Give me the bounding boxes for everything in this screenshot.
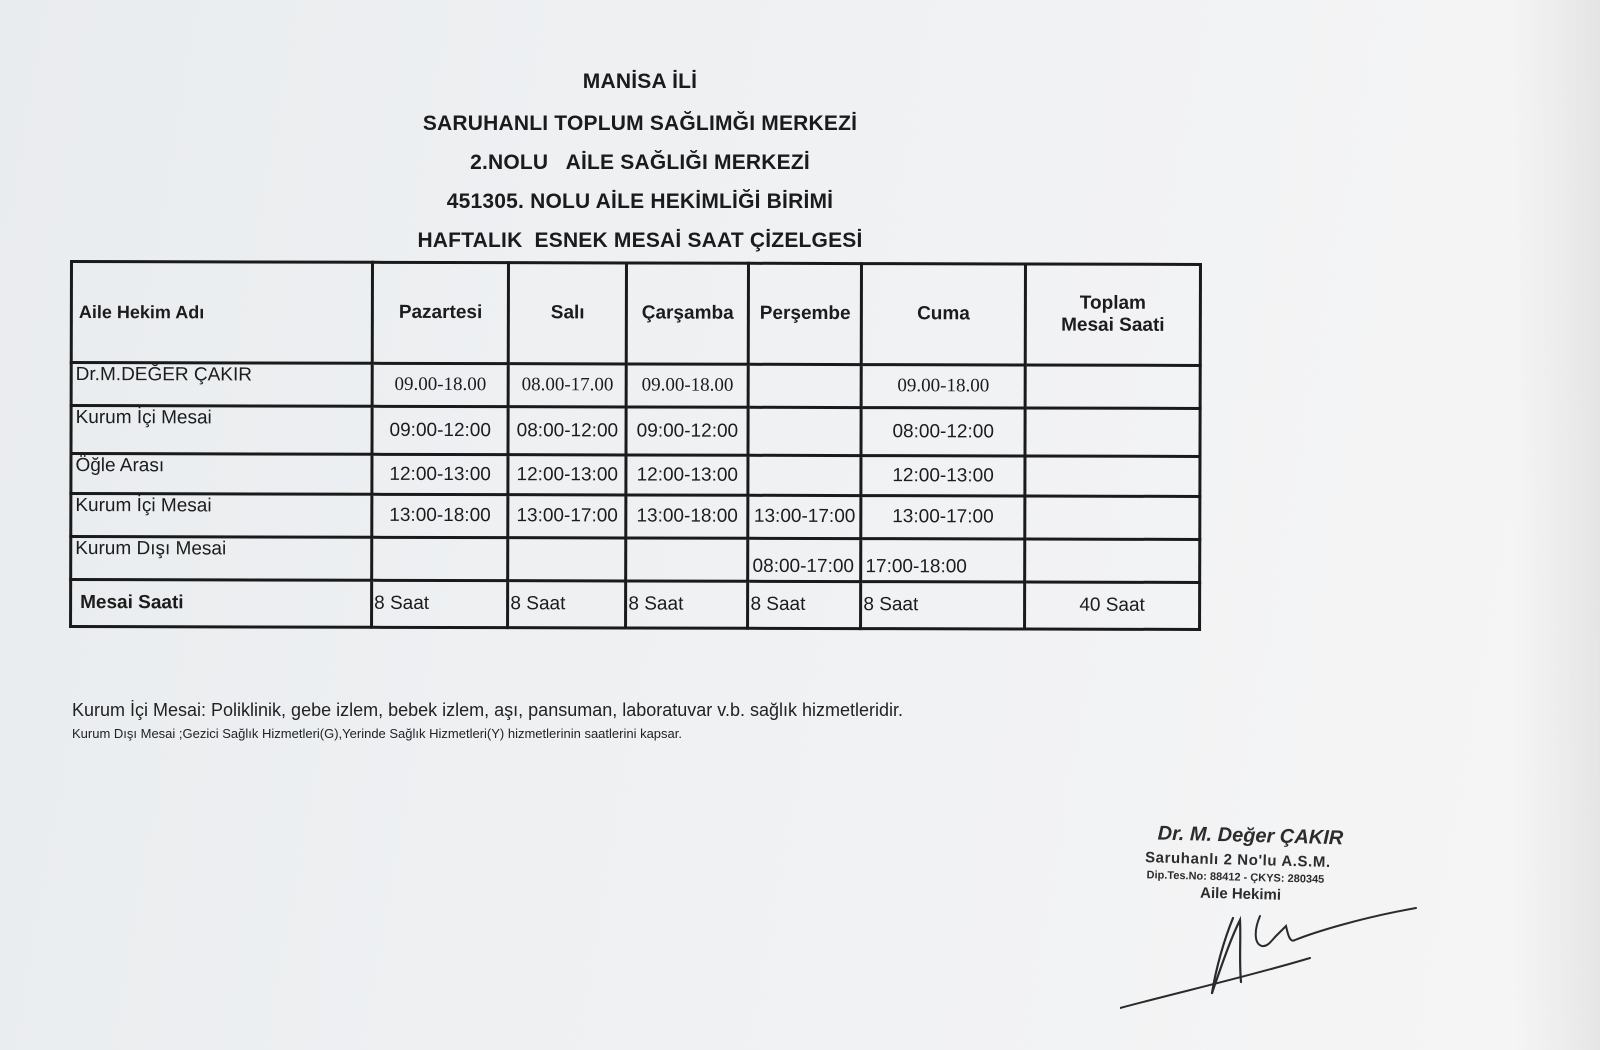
header-thursday: Perşembe (749, 263, 862, 364)
cell-monday: 09:00-12:00 (372, 406, 508, 454)
cell-wednesday: 13:00-18:00 (626, 495, 748, 538)
cell-total (1025, 365, 1200, 408)
cell-wednesday (626, 538, 748, 581)
cell-monday (372, 537, 508, 580)
table-row-work-hours (71, 580, 1200, 630)
table-row-internal-afternoon (71, 494, 1200, 540)
cell-friday: 09.00-18.00 (861, 365, 1025, 408)
table-header-row (71, 262, 1200, 366)
header-wednesday: Çarşamba (627, 263, 749, 364)
row-label: Kurum İçi Mesai (71, 494, 372, 538)
cell-wednesday: 09:00-12:00 (626, 407, 748, 455)
header-total-line2: Mesai Saati (1061, 314, 1165, 336)
header-tuesday: Salı (509, 263, 627, 364)
cell-tuesday: 12:00-13:00 (508, 455, 626, 495)
note-external-hours: Kurum Dışı Mesai ;Gezici Sağlık Hizmetleri(G),Yerinde Sağlık Hizmetleri(Y) hizmetlerinin saatlerini kapsar. (72, 726, 682, 741)
stamp-asm: Saruhanlı 2 No'lu A.S.M. (1144, 849, 1331, 872)
cell-total (1025, 456, 1200, 496)
table-row-internal-morning (71, 406, 1200, 457)
cell-thursday: 08:00-17:00 (748, 538, 861, 581)
cell-thursday: 13:00-17:00 (748, 495, 861, 538)
row-label: Öğle Arası (71, 454, 372, 495)
cell-thursday (748, 455, 861, 495)
stamp-title: Aile Hekimi (1199, 884, 1282, 904)
heading-center: SARUHANLI TOPLUM SAĞLIMĞI MERKEZİ (422, 112, 858, 135)
table-row-lunch-break (71, 454, 1200, 497)
cell-total (1025, 496, 1200, 539)
cell-tuesday: 08:00-12:00 (508, 407, 626, 455)
cell-total (1025, 539, 1200, 582)
cell-friday: 08:00-12:00 (861, 408, 1025, 456)
heading-unit: 451305. NOLU AİLE HEKİMLİĞİ BİRİMİ (446, 190, 834, 213)
row-label: Kurum İçi Mesai (71, 406, 372, 455)
cell-tuesday: 08.00-17.00 (508, 364, 626, 407)
cell-friday: 12:00-13:00 (861, 456, 1025, 496)
heading-asm: 2.NOLU AİLE SAĞLIĞI MERKEZİ (470, 151, 810, 174)
cell-wednesday: 12:00-13:00 (626, 455, 748, 495)
cell-thursday: 8 Saat (748, 581, 861, 628)
row-label: Mesai Saati (71, 580, 372, 628)
row-label: Kurum Dışı Mesai (71, 537, 372, 581)
header-friday: Cuma (861, 264, 1025, 365)
cell-thursday (748, 364, 861, 407)
document-title: HAFTALIK ESNEK MESAİ SAAT ÇİZELGESİ (417, 229, 863, 252)
paper-fold-shadow (1512, 0, 1600, 1050)
cell-thursday (748, 407, 861, 455)
cell-total: 40 Saat (1025, 582, 1200, 629)
cell-monday: 8 Saat (372, 580, 508, 627)
cell-total (1025, 408, 1200, 456)
stamp-name: Dr. M. Değer ÇAKIR (1157, 822, 1344, 850)
cell-monday: 12:00-13:00 (372, 454, 508, 494)
cell-monday: 13:00-18:00 (372, 494, 508, 537)
row-label: Dr.M.DEĞER ÇAKIR (71, 363, 372, 407)
handwritten-signature (1120, 880, 1460, 1020)
cell-wednesday: 09.00-18.00 (626, 364, 748, 407)
cell-tuesday: 13:00-17:00 (508, 495, 626, 538)
heading-province: MANİSA İLİ (582, 70, 698, 93)
stamp-registration: Dip.Tes.No: 88412 - ÇKYS: 280345 (1146, 869, 1325, 886)
table-row-external (71, 537, 1200, 583)
header-doctor-name: Aile Hekim Adı (71, 262, 372, 364)
cell-monday: 09.00-18.00 (372, 363, 508, 406)
cell-tuesday (508, 538, 626, 581)
header-monday: Pazartesi (372, 262, 509, 363)
cell-friday: 13:00-17:00 (861, 496, 1025, 539)
cell-friday: 8 Saat (861, 582, 1025, 629)
table-row-doctor (71, 363, 1200, 409)
note-internal-hours: Kurum İçi Mesai: Poliklinik, gebe izlem, bebek izlem, aşı, pansuman, laboratuvar v.b. sağlık hizmetleridir. (72, 700, 904, 720)
schedule-table (69, 260, 1202, 631)
header-total-line1: Toplam (1079, 292, 1146, 314)
cell-friday: 17:00-18:00 (861, 539, 1025, 582)
cell-tuesday: 8 Saat (508, 581, 626, 628)
header-total-hours (1025, 264, 1200, 365)
cell-wednesday: 8 Saat (626, 581, 748, 628)
